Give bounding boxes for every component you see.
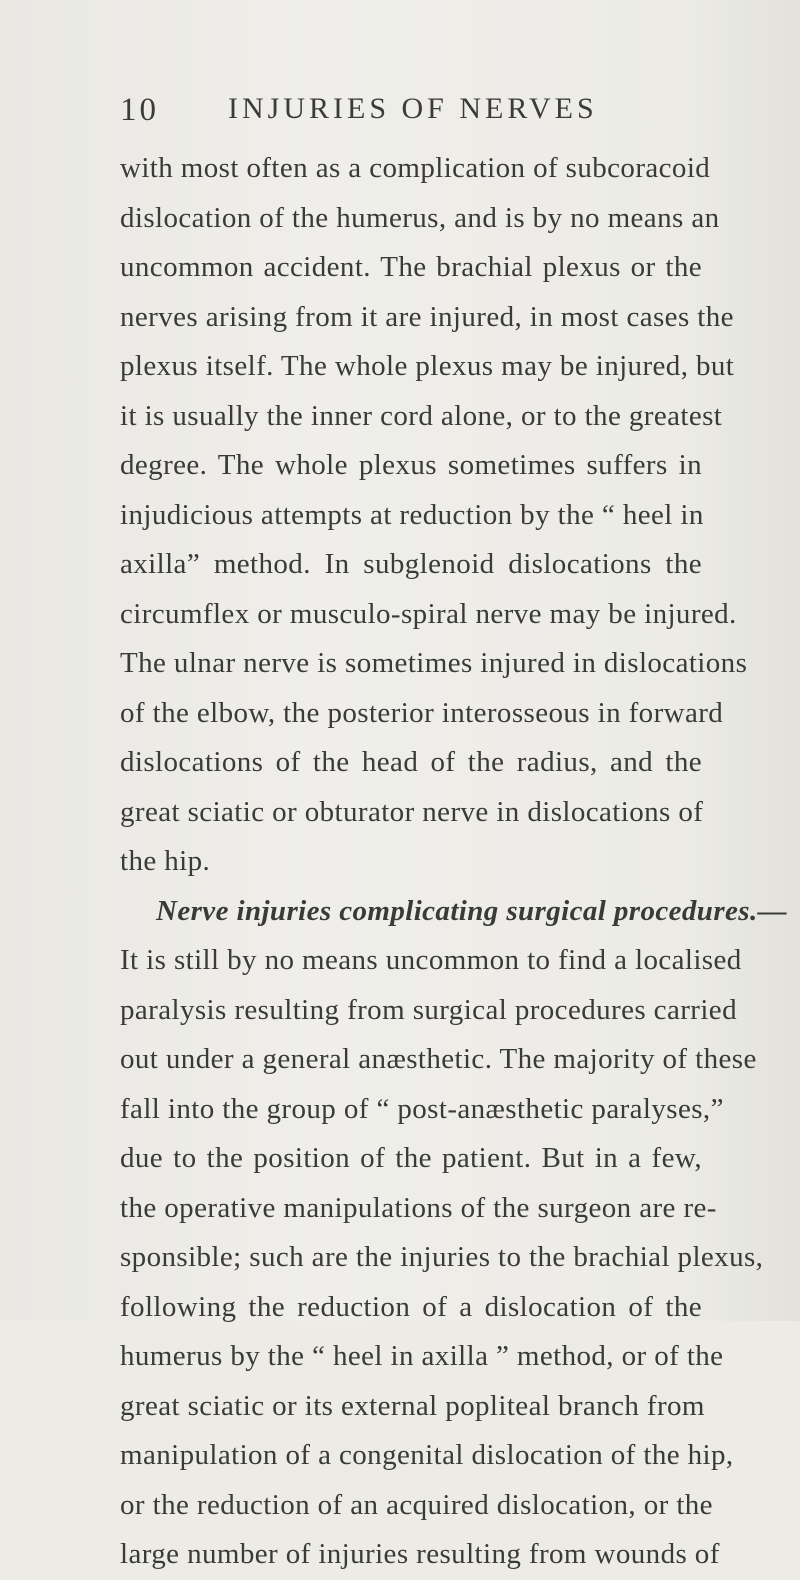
text-line: the hip. [120, 845, 211, 877]
body-text [120, 144, 788, 1580]
text-line: due to the position of the patient. But in a few, [120, 1142, 702, 1174]
text-line: out under a general anæsthetic. The majority of these [120, 1043, 757, 1075]
text-line: humerus by the “ heel in axilla ” method, or of the [120, 1340, 724, 1372]
text-line: injudicious attempts at reduction by the “ heel in [120, 498, 704, 531]
running-title: INJURIES OF NERVES [228, 92, 598, 125]
text-line: great sciatic or its external popliteal branch from [120, 1389, 705, 1422]
text-line: paralysis resulting from surgical procedures carried [120, 993, 737, 1026]
text-line: fall into the group of “ post-anæsthetic paralyses,” [120, 1092, 724, 1125]
paragraph-dislocations [120, 144, 748, 887]
text-line: great sciatic or obturator nerve in dislocations of [120, 795, 704, 828]
page-number: 10 [120, 92, 159, 128]
text-line: the operative manipulations of the surgeon are re- [120, 1191, 717, 1224]
text-line: uncommon accident. The brachial plexus or the [120, 251, 702, 283]
text-line: sponsible; such are the injuries to the brachial plexus, [120, 1241, 764, 1273]
text-line: dislocation of the humerus, and is by no means an [120, 201, 720, 234]
section-heading: Nerve injuries complicating surgical procedures.— [156, 894, 788, 927]
text-line: it is usually the inner cord alone, or to the greatest [120, 399, 723, 432]
page-header [120, 92, 720, 132]
text-line: of the elbow, the posterior interosseous in forward [120, 696, 724, 729]
text-line: plexus itself. The whole plexus may be injured, but [120, 350, 735, 382]
text-line: circumflex or musculo-spiral nerve may be injured. [120, 597, 737, 630]
text-line: axilla” method. In subglenoid dislocations the [120, 548, 702, 580]
text-line: The ulnar nerve is sometimes injured in dislocations [120, 647, 748, 679]
text-line: manipulation of a congenital dislocation of the hip, [120, 1439, 734, 1471]
text-line: with most often as a complication of subcoracoid [120, 152, 711, 184]
text-line: or the reduction of an acquired dislocation, or the [120, 1488, 713, 1521]
text-line: large number of injuries resulting from wounds of [120, 1538, 720, 1570]
text-line: following the reduction of a dislocation of the [120, 1290, 702, 1323]
paragraph-surgical-procedures [120, 887, 788, 1580]
text-line: dislocations of the head of the radius, and the [120, 746, 702, 778]
text-line: degree. The whole plexus sometimes suffers in [120, 449, 702, 481]
text-line: It is still by no means uncommon to find a localised [120, 944, 742, 976]
text-line: nerves arising from it are injured, in most cases the [120, 300, 734, 333]
